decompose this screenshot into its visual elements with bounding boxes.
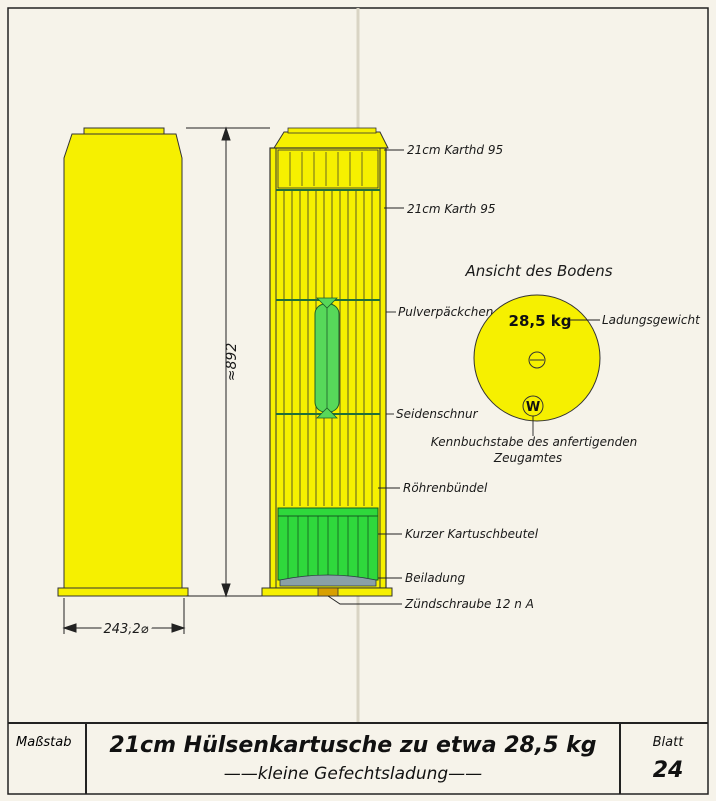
drawing-title: 21cm Hülsenkartusche zu etwa 28,5 kg	[109, 733, 597, 758]
weight-marking: 28,5 kg	[508, 312, 572, 330]
height-value: ≈892	[224, 342, 240, 382]
maker-letter: W	[525, 400, 541, 415]
sheet-number: 24	[652, 758, 684, 783]
title-block	[0, 723, 716, 801]
scale-label: Maßstab	[16, 735, 72, 750]
label-karth: 21cm Karth 95	[407, 202, 496, 216]
sheet-label: Blatt	[652, 735, 684, 750]
primer	[318, 588, 338, 596]
sheet-cell	[620, 723, 716, 801]
label-beiladung: Beiladung	[405, 571, 466, 585]
drawing-subtitle: ——kleine Gefechtsladung——	[223, 764, 483, 784]
short-cartridge-bag	[278, 508, 378, 580]
label-zuendschraube: Zündschraube 12 n A	[405, 597, 534, 611]
label-kennbuchstabe-2: Zeugamtes	[493, 451, 563, 465]
title-cell	[86, 723, 620, 801]
label-kennbuchstabe-1: Kennbuchstabe des anfertigenden	[430, 435, 638, 449]
case-exterior-view	[58, 128, 188, 596]
case-section-view	[262, 128, 392, 596]
label-kurzer-beutel: Kurzer Kartuschbeutel	[405, 527, 539, 541]
label-karthd: 21cm Karthd 95	[407, 143, 504, 157]
base-view-heading: Ansicht des Bodens	[465, 262, 613, 280]
diameter-value: 243,2⌀	[103, 622, 149, 637]
label-seidenschnur: Seidenschnur	[396, 407, 478, 421]
powder-packet	[315, 298, 339, 418]
label-pulverpaeckchen: Pulverpäckchen	[398, 305, 494, 319]
label-roehrenbuendel: Röhrenbündel	[403, 481, 488, 495]
label-ladungsgewicht: Ladungsgewicht	[602, 313, 700, 327]
